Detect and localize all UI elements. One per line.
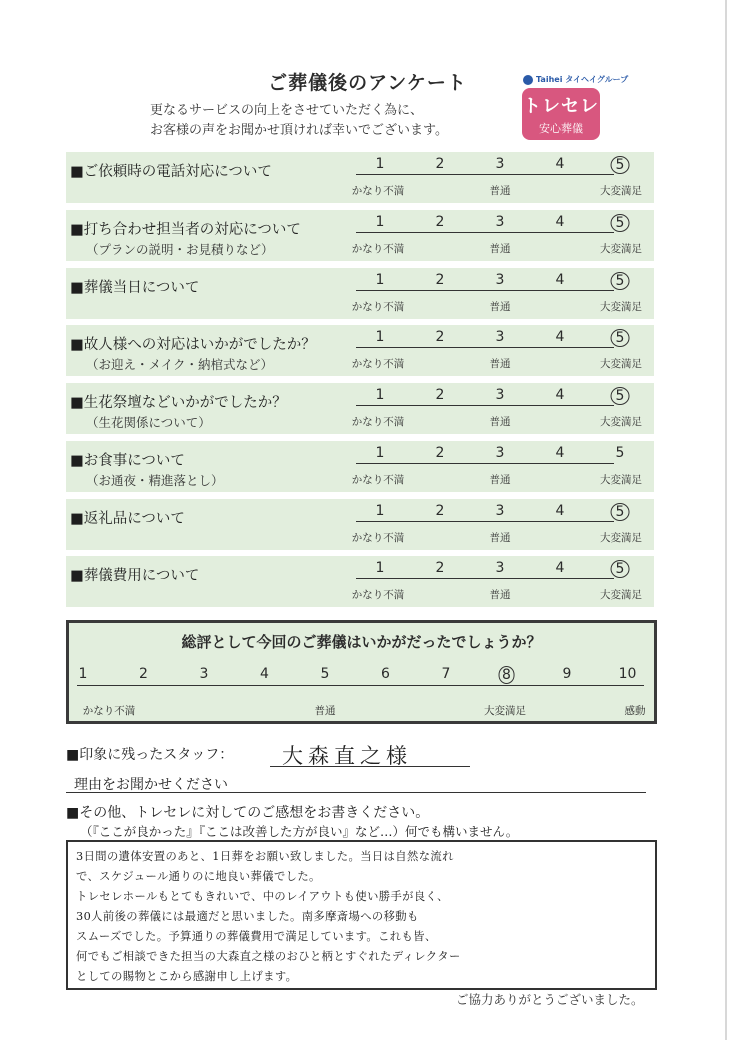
staff-label: ■印象に残ったスタッフ： [66, 747, 234, 763]
scale-line [356, 521, 614, 522]
overall-rating-box [66, 620, 657, 724]
overall-label-high: 大変満足 [484, 705, 526, 717]
question-label: ■お食事について [70, 453, 185, 469]
question-label: ■打ち合わせ担当者の対応について [70, 222, 301, 238]
rating-option-3[interactable]: 3 [495, 156, 505, 172]
overall-option-3[interactable]: 3 [199, 666, 209, 682]
overall-option-10[interactable]: 10 [618, 666, 637, 682]
overall-option-7[interactable]: 7 [441, 666, 451, 682]
rating-option-2[interactable]: 2 [435, 214, 445, 230]
rating-scale [348, 210, 650, 261]
scale-line [356, 174, 614, 175]
overall-label-mid: 普通 [314, 705, 336, 717]
question-note: （生花関係について） [86, 415, 211, 430]
scale-label-low: かなり不満 [351, 301, 405, 313]
scale-label-mid: 普通 [489, 358, 511, 370]
scale-label-mid: 普通 [489, 301, 511, 313]
scale-line [356, 463, 614, 464]
taihei-logo-icon [523, 75, 533, 85]
rating-option-1[interactable]: 1 [375, 387, 385, 403]
question-label: ■生花祭壇などいかがでしたか？ [70, 395, 287, 411]
overall-question: 総評として今回のご葬儀はいかがだったでしょうか？ [181, 633, 542, 651]
scale-label-high: 大変満足 [600, 358, 642, 370]
rating-option-4[interactable]: 4 [555, 156, 565, 172]
comment-line-5: スムーズでした。予算通りの葬儀費用で満足しています。これも皆、 [76, 930, 437, 943]
overall-scale-line [77, 685, 644, 686]
scale-label-mid: 普通 [489, 589, 511, 601]
question-note: （プランの説明・お見積りなど） [86, 242, 274, 257]
rating-option-1[interactable]: 1 [375, 214, 385, 230]
rating-option-1[interactable]: 1 [375, 156, 385, 172]
rating-option-5[interactable]: 5 [611, 272, 630, 290]
rating-scale [348, 556, 650, 607]
rating-option-5[interactable]: 5 [611, 329, 630, 347]
scale-label-high: 大変満足 [600, 416, 642, 428]
rating-option-2[interactable]: 2 [435, 156, 445, 172]
scale-label-low: かなり不満 [351, 243, 405, 255]
comment-hint: （『ここが良かった』『ここは改善した方が良い』など…）何でも構いません。 [80, 824, 519, 839]
scale-label-low: かなり不満 [351, 185, 405, 197]
rating-option-4[interactable]: 4 [555, 445, 565, 461]
rating-option-3[interactable]: 3 [495, 387, 505, 403]
rating-option-3[interactable]: 3 [495, 329, 505, 345]
scale-label-high: 大変満足 [600, 589, 642, 601]
comment-line-2: で、スケジュール通りのに地良い葬儀でした。 [76, 870, 321, 883]
reason-underline [66, 792, 646, 793]
brand-name: トレセレ [523, 96, 599, 117]
scale-label-low: かなり不満 [351, 474, 405, 486]
brand-tagline: 安心葬儀 [539, 122, 583, 135]
scale-label-low: かなり不満 [351, 416, 405, 428]
question-label: ■返礼品について [70, 511, 185, 527]
page-edge [725, 0, 727, 1040]
question-label: ■故人様への対応はいかがでしたか？ [70, 337, 316, 353]
question-row [66, 325, 654, 376]
rating-scale [348, 441, 650, 492]
scale-label-mid: 普通 [489, 243, 511, 255]
rating-option-3[interactable]: 3 [495, 445, 505, 461]
rating-option-1[interactable]: 1 [375, 560, 385, 576]
rating-option-5[interactable]: 5 [611, 387, 630, 405]
scale-label-high: 大変満足 [600, 301, 642, 313]
overall-option-8[interactable]: 8 [498, 666, 515, 684]
scale-line [356, 405, 614, 406]
rating-option-2[interactable]: 2 [435, 503, 445, 519]
question-row [66, 210, 654, 261]
scale-label-mid: 普通 [489, 532, 511, 544]
question-row [66, 441, 654, 492]
overall-option-9[interactable]: 9 [562, 666, 572, 682]
rating-scale [348, 383, 650, 434]
rating-option-5[interactable]: 5 [611, 214, 630, 232]
rating-scale [348, 152, 650, 203]
comment-line-4: 30人前後の葬儀には最適だと思いました。南多摩斎場への移動も [76, 910, 419, 923]
rating-option-1[interactable]: 1 [375, 445, 385, 461]
rating-option-4[interactable]: 4 [555, 503, 565, 519]
scale-line [356, 347, 614, 348]
scale-label-mid: 普通 [489, 416, 511, 428]
rating-option-4[interactable]: 4 [555, 329, 565, 345]
staff-name[interactable]: 大森直之様 [282, 744, 412, 768]
overall-label-top: 感動 [624, 705, 646, 717]
rating-option-5[interactable]: 5 [611, 560, 630, 578]
comment-line-3: トレセレホールもとてもきれいで、中のレイアウトも使い勝手が良く、 [76, 890, 449, 903]
comment-box[interactable] [66, 840, 657, 990]
question-row [66, 268, 654, 319]
thanks-message: ご協力ありがとうございました。 [456, 992, 644, 1007]
scale-label-high: 大変満足 [600, 532, 642, 544]
question-row [66, 499, 654, 550]
scale-line [356, 232, 614, 233]
question-row [66, 383, 654, 434]
rating-option-3[interactable]: 3 [495, 560, 505, 576]
rating-option-4[interactable]: 4 [555, 560, 565, 576]
rating-option-5[interactable]: 5 [611, 156, 630, 174]
rating-option-2[interactable]: 2 [435, 272, 445, 288]
question-note: （お通夜・精進落とし） [86, 473, 224, 488]
rating-option-5[interactable]: 5 [611, 503, 630, 521]
overall-option-4[interactable]: 4 [260, 666, 269, 682]
overall-option-5[interactable]: 5 [320, 666, 330, 682]
question-row [66, 556, 654, 607]
overall-option-6[interactable]: 6 [381, 666, 390, 682]
reason-label: 理由をお聞かせください [74, 777, 228, 793]
brand-logo [522, 88, 600, 140]
rating-option-2[interactable]: 2 [435, 560, 445, 576]
survey-title: ご葬儀後のアンケート [268, 72, 467, 94]
question-note: （お迎え・メイク・納棺式など） [86, 357, 274, 372]
rating-option-1[interactable]: 1 [375, 272, 385, 288]
rating-option-2[interactable]: 2 [435, 329, 445, 345]
rating-option-3[interactable]: 3 [495, 214, 505, 230]
staff-underline [270, 766, 470, 767]
overall-option-2[interactable]: 2 [139, 666, 148, 682]
scale-line [356, 290, 614, 291]
scale-label-low: かなり不満 [351, 358, 405, 370]
rating-option-4[interactable]: 4 [555, 214, 565, 230]
group-logo [523, 74, 628, 85]
overall-label-low: かなり不満 [82, 705, 136, 717]
rating-option-1[interactable]: 1 [375, 503, 385, 519]
scale-label-high: 大変満足 [600, 243, 642, 255]
rating-option-1[interactable]: 1 [375, 329, 385, 345]
subtitle-line-2: お客様の声をお聞かせ頂ければ幸いでございます。 [150, 123, 448, 138]
subtitle-line-1: 更なるサービスの向上をさせていただく為に、 [150, 103, 424, 118]
scale-label-low: かなり不満 [351, 532, 405, 544]
scale-label-mid: 普通 [489, 185, 511, 197]
rating-option-4[interactable]: 4 [555, 387, 565, 403]
rating-option-2[interactable]: 2 [435, 445, 445, 461]
rating-option-3[interactable]: 3 [495, 272, 505, 288]
question-label: ■ご依頼時の電話対応について [70, 164, 272, 180]
rating-option-3[interactable]: 3 [495, 503, 505, 519]
question-label: ■葬儀当日について [70, 280, 200, 296]
comment-line-6: 何でもご相談できた担当の大森直之様のおひと柄とすぐれたディレクター [76, 950, 461, 963]
scale-label-high: 大変満足 [600, 185, 642, 197]
question-label: ■葬儀費用について [70, 568, 200, 584]
question-row [66, 152, 654, 203]
rating-scale [348, 325, 650, 376]
group-name: Taihei タイヘイグループ [536, 75, 629, 84]
comment-line-1: 3日間の遺体安置のあと、1日葬をお願い致しました。当日は自然な流れ [76, 850, 454, 863]
scale-line [356, 578, 614, 579]
scale-label-low: かなり不満 [351, 589, 405, 601]
scale-label-mid: 普通 [489, 474, 511, 486]
rating-scale [348, 499, 650, 550]
comment-line-7: としての賜物とこから感謝申し上げます。 [76, 970, 298, 983]
rating-option-2[interactable]: 2 [435, 387, 445, 403]
comment-label: ■その他、トレセレに対してのご感想をお書きください。 [66, 805, 430, 821]
scale-label-high: 大変満足 [600, 474, 642, 486]
rating-scale [348, 268, 650, 319]
overall-option-1[interactable]: 1 [78, 666, 88, 682]
rating-option-5[interactable]: 5 [615, 445, 625, 461]
rating-option-4[interactable]: 4 [555, 272, 565, 288]
